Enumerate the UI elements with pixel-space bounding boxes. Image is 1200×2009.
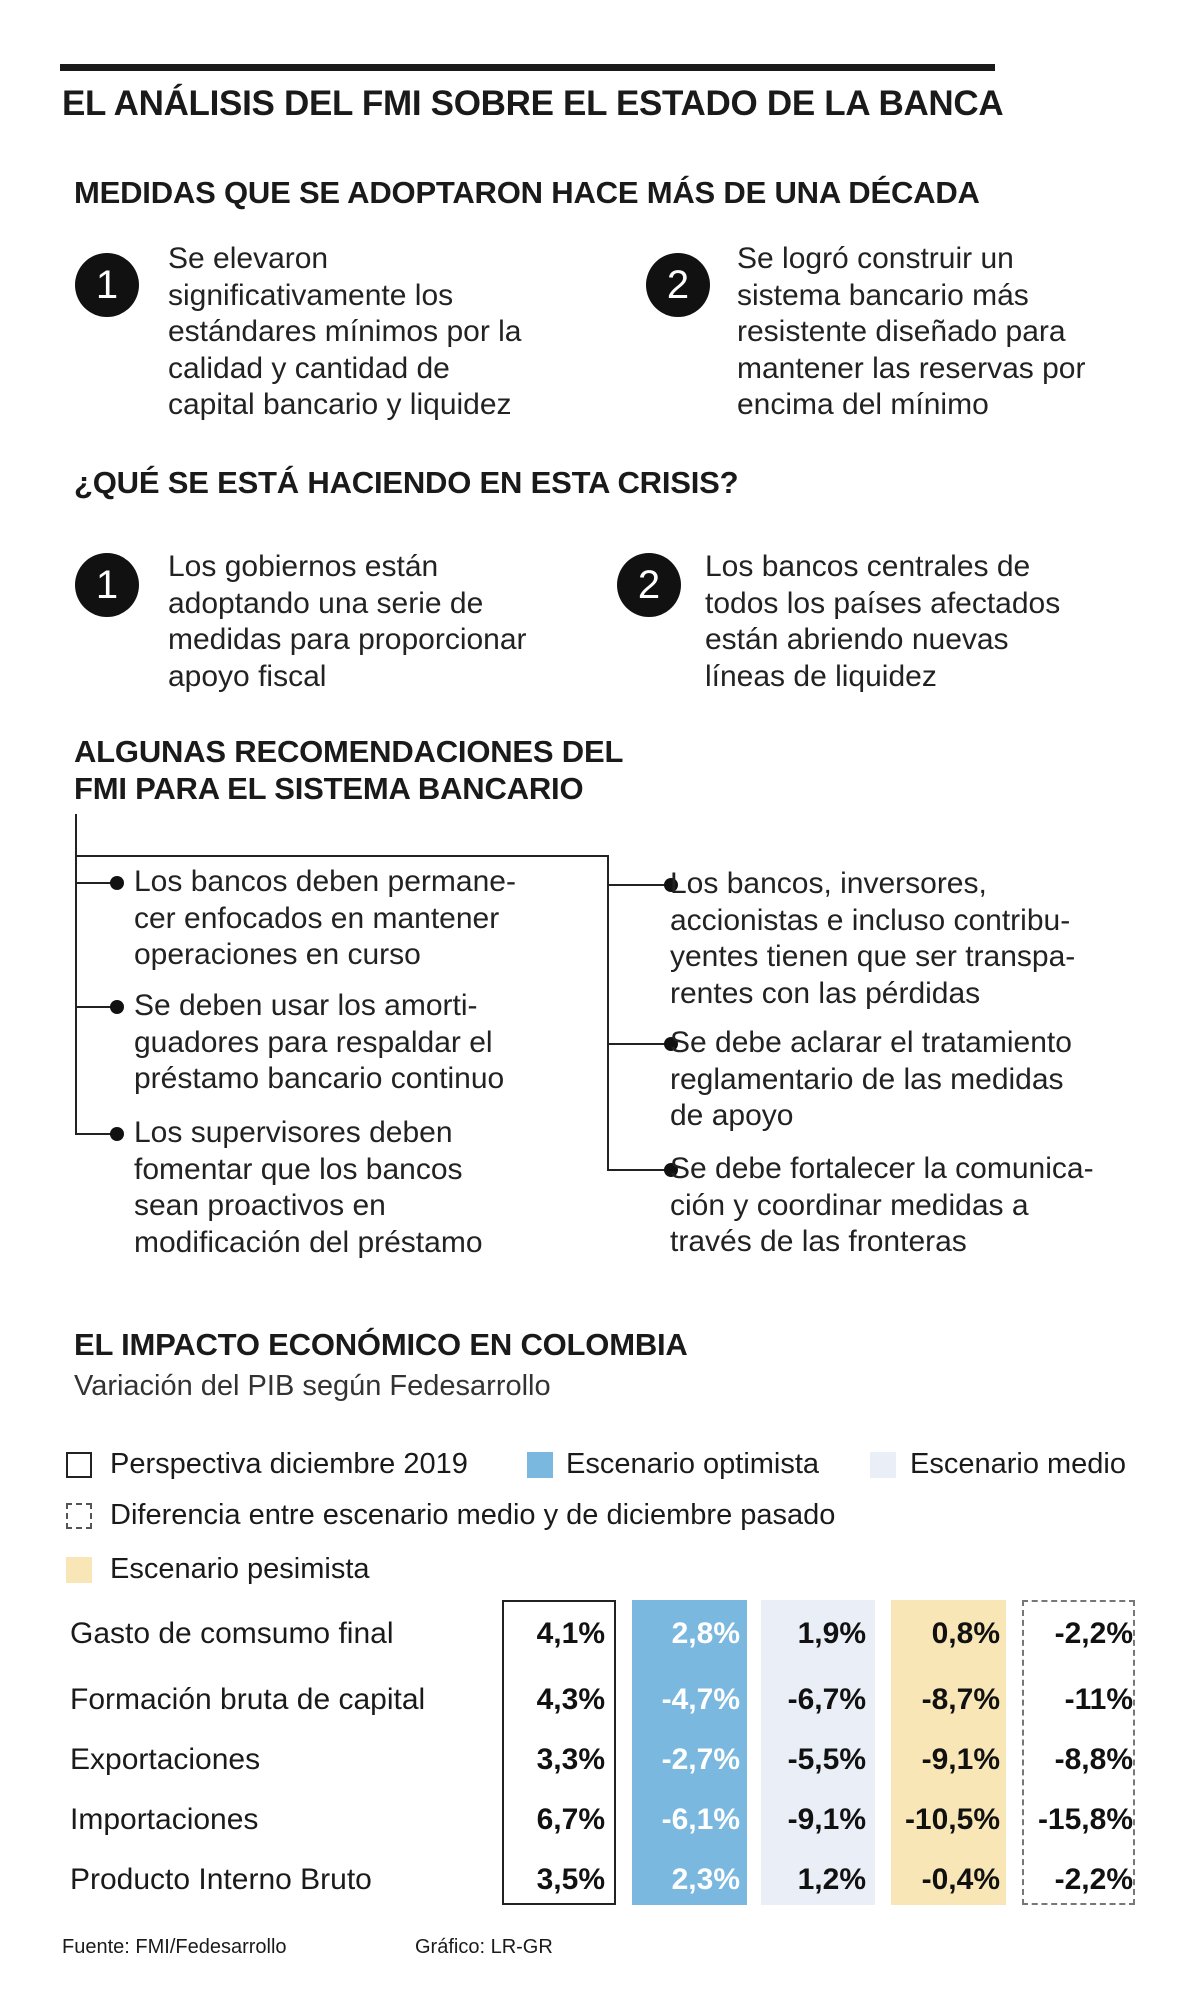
- number-badge-1: 1: [75, 553, 139, 617]
- cell-pesimista: -10,5%: [904, 1803, 1000, 1836]
- legend-swatch-diferencia: [66, 1503, 92, 1529]
- cell-optimista: -4,7%: [661, 1683, 740, 1716]
- legend-swatch-medio: [870, 1452, 896, 1478]
- tree-branch: [75, 1006, 115, 1008]
- legend-label-dic2019: Perspectiva diciembre 2019: [110, 1448, 468, 1480]
- cell-medio: -9,1%: [787, 1803, 866, 1836]
- cell-diferencia: -15,8%: [1037, 1803, 1133, 1836]
- legend-swatch-pesimista: [66, 1557, 92, 1583]
- cell-pesimista: -9,1%: [921, 1743, 1000, 1776]
- row-label: Exportaciones: [70, 1743, 261, 1776]
- cell-diferencia: -2,2%: [1054, 1617, 1133, 1650]
- section-title-medidas: MEDIDAS QUE SE ADOPTARON HACE MÁS DE UNA DÉCADA: [74, 175, 980, 210]
- bullet-dot: [110, 1127, 124, 1141]
- medida-item-2: Se logró construir un sistema bancario más resistente diseñado para mantener las reservas por encima del mínimo: [737, 242, 1086, 421]
- medida-item-1: Se elevaron significativamente los estándares mínimos por la calidad y cantidad de capital bancario y liquidez: [168, 242, 522, 421]
- legend-swatch-optimista: [527, 1452, 553, 1478]
- section-subtitle: Variación del PIB según Fedesarrollo: [74, 1370, 551, 1402]
- bullet-dot: [110, 876, 124, 890]
- number-badge-1: 1: [75, 253, 139, 317]
- legend-label-optimista: Escenario optimista: [566, 1448, 820, 1480]
- bullet-dot: [110, 1000, 124, 1014]
- legend-label-pesimista: Escenario pesimista: [110, 1553, 370, 1585]
- cell-pesimista: -0,4%: [921, 1863, 1000, 1896]
- cell-dic2019: 6,7%: [536, 1803, 605, 1836]
- tree-branch: [607, 1169, 669, 1171]
- legend-label-medio: Escenario medio: [910, 1448, 1126, 1480]
- section-title-recomendaciones-2: FMI PARA EL SISTEMA BANCARIO: [74, 771, 584, 806]
- section-title-crisis: ¿QUÉ SE ESTÁ HACIENDO EN ESTA CRISIS?: [74, 465, 739, 500]
- graphic-credit: Gráfico: LR-GR: [415, 1936, 553, 1958]
- tree-branch: [75, 882, 115, 884]
- cell-optimista: -2,7%: [661, 1743, 740, 1776]
- cell-dic2019: 4,1%: [536, 1617, 605, 1650]
- cell-medio: 1,9%: [797, 1617, 866, 1650]
- tree-connector: [75, 855, 608, 857]
- source-note: Fuente: FMI/Fedesarrollo: [62, 1936, 287, 1958]
- cell-dic2019: 4,3%: [536, 1683, 605, 1716]
- section-title-impacto: EL IMPACTO ECONÓMICO EN COLOMBIA: [74, 1327, 688, 1362]
- cell-diferencia: -11%: [1064, 1683, 1133, 1716]
- tree-branch: [607, 884, 669, 886]
- tree-trunk-left: [75, 814, 77, 1134]
- number-badge-2: 2: [646, 253, 710, 317]
- recommendation-right-2: Se debe aclarar el tratamiento reglamentario de las medidas de apoyo: [670, 1026, 1072, 1132]
- cell-dic2019: 3,3%: [536, 1743, 605, 1776]
- cell-medio: -6,7%: [787, 1683, 866, 1716]
- cell-medio: 1,2%: [797, 1863, 866, 1896]
- crisis-item-1: Los gobiernos están adoptando una serie de medidas para proporcionar apoyo fiscal: [168, 550, 527, 693]
- cell-pesimista: -8,7%: [921, 1683, 1000, 1716]
- row-label: Formación bruta de capital: [70, 1683, 426, 1716]
- number-badge-2: 2: [617, 553, 681, 617]
- cell-dic2019: 3,5%: [536, 1863, 605, 1896]
- crisis-item-2: Los bancos centrales de todos los países afectados están abriendo nuevas líneas de liquidez: [705, 550, 1061, 693]
- recommendation-right-3: Se debe fortalecer la comunica- ción y coordinar medidas a través de las fronteras: [670, 1152, 1094, 1258]
- recommendation-left-2: Se deben usar los amorti- guadores para respaldar el préstamo bancario continuo: [134, 989, 505, 1095]
- cell-pesimista: 0,8%: [931, 1617, 1000, 1650]
- recommendation-left-3: Los supervisores deben fomentar que los bancos sean proactivos en modificación del préstamo: [134, 1116, 483, 1259]
- top-rule: [60, 64, 995, 71]
- section-title-recomendaciones-1: ALGUNAS RECOMENDACIONES DEL: [74, 734, 624, 769]
- cell-optimista: 2,8%: [671, 1617, 740, 1650]
- tree-branch: [75, 1133, 115, 1135]
- row-label: Gasto de comsumo final: [70, 1617, 394, 1650]
- legend-swatch-dic2019: [66, 1452, 92, 1478]
- cell-diferencia: -2,2%: [1054, 1863, 1133, 1896]
- row-label: Importaciones: [70, 1803, 259, 1836]
- cell-optimista: 2,3%: [671, 1863, 740, 1896]
- page-title: EL ANÁLISIS DEL FMI SOBRE EL ESTADO DE LA BANCA: [62, 84, 1004, 123]
- cell-diferencia: -8,8%: [1054, 1743, 1133, 1776]
- row-label: Producto Interno Bruto: [70, 1863, 372, 1896]
- cell-medio: -5,5%: [787, 1743, 866, 1776]
- cell-optimista: -6,1%: [661, 1803, 740, 1836]
- recommendation-right-1: Los bancos, inversores, accionistas e incluso contribu- yentes tienen que ser transpa- rentes con las pérdidas: [670, 867, 1076, 1010]
- legend-label-diferencia: Diferencia entre escenario medio y de diciembre pasado: [110, 1499, 836, 1531]
- recommendation-left-1: Los bancos deben permane- cer enfocados en mantener operaciones en curso: [134, 865, 516, 971]
- tree-branch: [607, 1043, 669, 1045]
- tree-trunk-right: [607, 855, 609, 1170]
